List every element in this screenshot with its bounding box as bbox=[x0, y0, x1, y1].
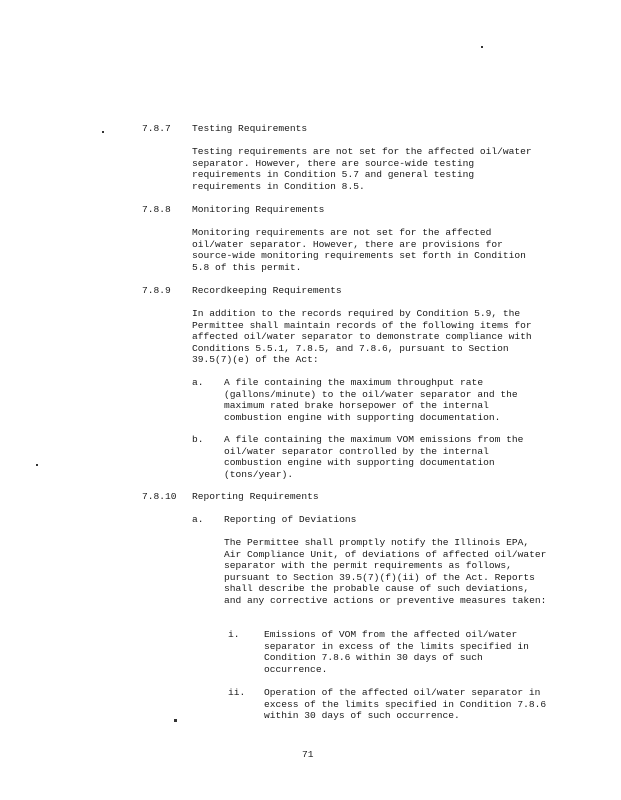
list-item-numeral: i. bbox=[228, 629, 240, 640]
list-item-letter: a. bbox=[192, 377, 204, 388]
list-item-text: A file containing the maximum VOM emissions from the oil/water separator controlled by the internal combustion engine with supporting documentation (tons/year). bbox=[224, 434, 524, 480]
section-number-recordkeeping: 7.8.9 bbox=[142, 285, 171, 296]
section-title-reporting: Reporting Requirements bbox=[192, 491, 319, 502]
section-text-monitoring: Monitoring requirements are not set for the affected oil/water separator. However, there are provisions for source-wide monitoring requirements set forth in Condition 5.8 of this permit. bbox=[192, 227, 526, 273]
section-title-monitoring: Monitoring Requirements bbox=[192, 204, 325, 215]
subsection-text: The Permittee shall promptly notify the Illinois EPA, Air Compliance Unit, of deviations of affected oil/water separator with the permit requirements as follows, pursuant to Section 39.5(7)(f)(ii) of the Act. Reports shall describe the probable cause of such deviations, and any corrective actions or preventive measures taken: bbox=[224, 537, 547, 606]
section-title-recordkeeping: Recordkeeping Requirements bbox=[192, 285, 342, 296]
section-number-monitoring: 7.8.8 bbox=[142, 204, 171, 215]
subsection-title: Reporting of Deviations bbox=[224, 514, 357, 525]
section-text-testing: Testing requirements are not set for the affected oil/water separator. However, there are source-wide testing requirements in Condition 5.7 and general testing requirements in Condition 8.5. bbox=[192, 146, 532, 192]
list-item-text: Emissions of VOM from the affected oil/water separator in excess of the limits specified in Condition 7.8.6 within 30 days of such occurrence. bbox=[264, 629, 529, 675]
list-item-numeral: ii. bbox=[228, 687, 246, 698]
list-item-letter: b. bbox=[192, 434, 204, 445]
scan-speck bbox=[36, 464, 38, 466]
list-item-text: A file containing the maximum throughput rate (gallons/minute) to the oil/water separator and the maximum rated brake horsepower of the internal combustion engine with supporting documentation. bbox=[224, 377, 518, 423]
subsection-letter: a. bbox=[192, 514, 204, 525]
scan-speck bbox=[481, 46, 483, 48]
list-item-text: Operation of the affected oil/water separator in excess of the limits specified in Condition 7.8.6 within 30 days of such occurrence. bbox=[264, 687, 547, 722]
scan-speck bbox=[174, 719, 177, 722]
scan-speck bbox=[102, 131, 104, 133]
page-number: 71 bbox=[302, 749, 314, 760]
section-number-testing: 7.8.7 bbox=[142, 123, 171, 134]
section-number-reporting: 7.8.10 bbox=[142, 491, 177, 502]
section-title-testing: Testing Requirements bbox=[192, 123, 308, 134]
section-text-recordkeeping: In addition to the records required by Condition 5.9, the Permittee shall maintain records of the following items for affected oil/water separator to demonstrate compliance with Conditions 5.5.1, 7.8.5, and 7.8.6, pursuant to Section 39.5(7)(e) of the Act: bbox=[192, 308, 532, 366]
